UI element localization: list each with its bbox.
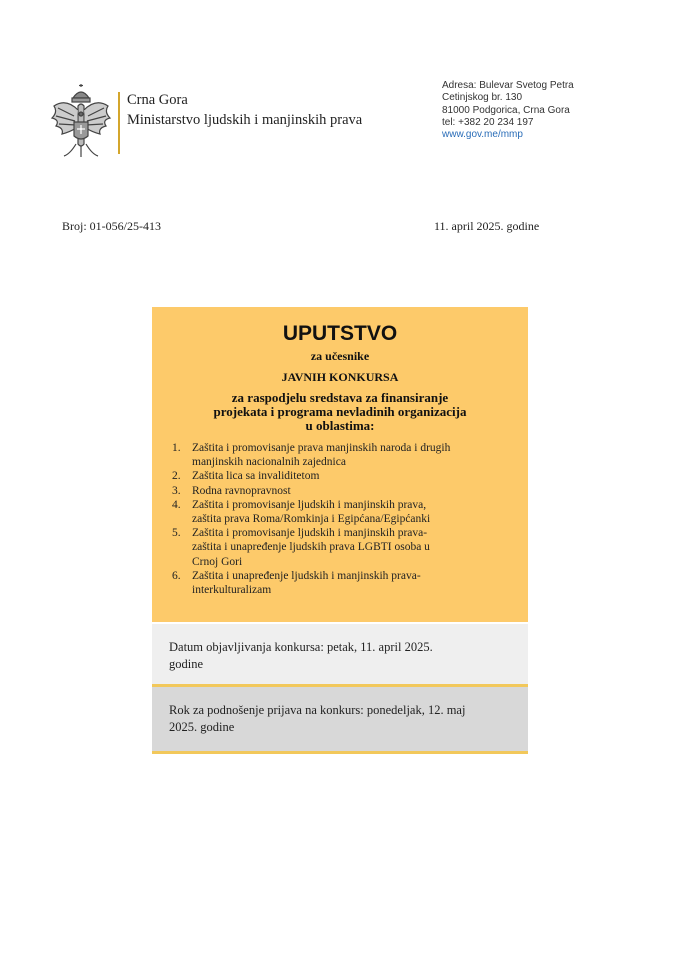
notice-subtitle: JAVNIH KONKURSA (281, 370, 399, 384)
text-line: godine (169, 656, 204, 671)
list-line: manjinskih nacionalnih zajednica (192, 456, 346, 469)
deadline-text (169, 702, 509, 735)
text-line: Rok za podnošenje prijava na konkurs: ponedeljak, 12. maj (169, 703, 466, 717)
list-line: Zaštita lica sa invaliditetom (192, 470, 320, 483)
publication-date-box (152, 624, 528, 684)
description-line: projekata i programa nevladinih organizacija (213, 404, 467, 419)
list-number: 3. (172, 484, 181, 497)
list-number: 6. (172, 569, 181, 582)
ministry-name: Ministarstvo ljudskih i manjinskih prava (127, 112, 363, 128)
deadline-box (152, 687, 528, 751)
website-link[interactable]: www.gov.me/mmp (442, 129, 523, 141)
phone-line: tel: +382 20 234 197 (442, 116, 534, 128)
address-line: Adresa: Bulevar Svetog Petra (442, 80, 574, 91)
coat-of-arms-icon (48, 84, 114, 160)
list-line: interkulturalizam (192, 584, 272, 597)
list-number: 1. (172, 442, 181, 454)
divider-bar (152, 751, 528, 754)
list-item (172, 569, 510, 597)
list-line: Zaštita i promovisanje prava manjinskih naroda i drugih (192, 442, 451, 454)
notice-box (152, 307, 528, 622)
description-line: za raspodjelu sredstava za finansiranje (231, 390, 449, 405)
list-line: Zaštita i unapređenje ljudskih i manjinskih prava- (192, 569, 421, 582)
list-item (172, 469, 510, 483)
list-line: Zaštita i promovisanje ljudskih i manjinskih prava, (192, 498, 427, 511)
list-number: 5. (172, 527, 181, 540)
list-item (172, 526, 510, 569)
document-date: 11. april 2025. godine (434, 219, 540, 233)
list-number: 4. (172, 498, 181, 511)
description-line: u oblastima: (305, 418, 375, 433)
areas-list (172, 441, 510, 597)
list-line: Zaštita i promovisanje ljudskih i manjinskih prava- (192, 527, 428, 540)
notice-subtitle: za učesnike (310, 349, 370, 363)
list-line: Rodna ravnopravnost (192, 484, 291, 497)
address-block (442, 80, 574, 141)
address-line: 81000 Podgorica, Crna Gora (442, 104, 570, 116)
list-number: 2. (172, 470, 181, 483)
reference-number: Broj: 01-056/25-413 (62, 219, 161, 233)
list-line: zaštita i unapređenje ljudskih prava LGBTI osoba u (192, 541, 430, 554)
list-item (172, 441, 510, 469)
list-text (192, 441, 510, 469)
list-text (192, 484, 510, 498)
address-line: Cetinjskog br. 130 (442, 92, 523, 104)
header-divider (118, 92, 120, 154)
list-text (192, 498, 510, 526)
list-line: Crnoj Gori (192, 555, 243, 568)
list-item (172, 498, 510, 526)
list-text (192, 569, 510, 597)
text-line: Datum objavljivanja konkursa: petak, 11. april 2025. (169, 640, 433, 654)
list-text (192, 526, 510, 569)
organization-block (127, 90, 362, 130)
country-name: Crna Gora (127, 92, 188, 108)
list-line: zaštita prava Roma/Romkinja i Egipćana/Egipćanki (192, 513, 431, 526)
list-item (172, 484, 510, 498)
text-line: 2025. godine (169, 719, 235, 734)
notice-title: UPUTSTVO (282, 322, 398, 345)
publication-date-text (169, 639, 509, 672)
notice-description (152, 391, 528, 433)
list-text (192, 469, 510, 483)
